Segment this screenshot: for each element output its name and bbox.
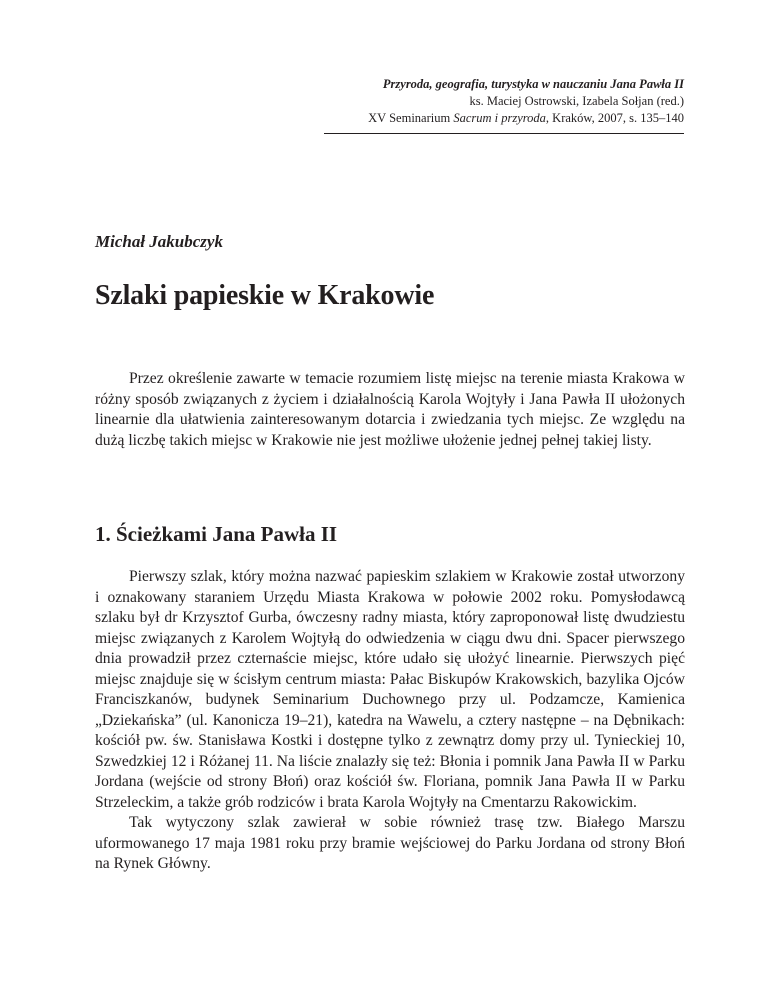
section-heading: 1. Ścieżkami Jana Pawła II bbox=[95, 522, 338, 546]
seminar-line bbox=[264, 110, 684, 127]
body-paragraph: Tak wytyczony szlak zawierał w sobie również trasę tzw. Białego Marszu uformowanego 17 maja 1981 roku przy bramie wejściowej do Parku Jordana od strony Błoń na Rynek Główny. bbox=[95, 814, 685, 872]
seminar-suffix: , Kraków, 2007, s. 135–140 bbox=[545, 111, 684, 125]
editors-line: ks. Maciej Ostrowski, Izabela Sołjan (red.) bbox=[469, 94, 684, 108]
section-body bbox=[95, 567, 685, 875]
author-name: Michał Jakubczyk bbox=[95, 232, 223, 251]
seminar-name: Sacrum i przyroda bbox=[453, 111, 546, 125]
running-header bbox=[264, 76, 684, 134]
series-title: Przyroda, geografia, turystyka w nauczaniu Jana Pawła II bbox=[382, 77, 684, 91]
body-paragraph: Pierwszy szlak, który można nazwać papieskim szlakiem w Krakowie został utworzony i oznakowany staraniem Urzędu Miasta Krakowa w połowie 2002 roku. Pomysłodawcą szlaku był dr Krzysztof Gurba, ówczesny radny miasta, który zaproponował listę dwudziestu miejsc związanych z Karolem Wojtyłą do odwiedzenia w ciągu dwu dni. Spacer pierwszego dnia prowadził przez czternaście miejsc, które udało się ułożyć linearnie. Pierwszych pięć miejsc znajduje się w ścisłym centrum miasta: Pałac Biskupów Krakowskich, bazylika Ojców Franciszkanów, budynek Seminarium Duchownego przy ul. Podzamcze, Kamienica „Dziekańska” (ul. Kanonicza 19–21), katedra na Wawelu, a cztery następne – na Dębnikach: kościół pw. św. Stanisława Kostki i dostępne tylko z zewnątrz domy przy ul. Tynieckiej 10, Szwedzkiej 12 i Różanej 11. Na liście znalazły się też: Błonia i pomnik Jana Pawła II w Parku Jordana (wejście od strony Błoń) oraz kościół św. Floriana, pomnik Jana Pawła II w Parku Strzeleckim, a także grób rodziców i brata Karola Wojtyły na Cmentarzu Rakowickim. bbox=[95, 568, 685, 811]
header-rule bbox=[324, 133, 684, 134]
article-title: Szlaki papieskie w Krakowie bbox=[95, 280, 435, 311]
intro-section bbox=[95, 369, 685, 451]
seminar-prefix: XV Seminarium bbox=[368, 111, 454, 125]
intro-paragraph: Przez określenie zawarte w temacie rozumiem listę miejsc na terenie miasta Krakowa w różny sposób związanych z życiem i działalnością Karola Wojtyły i Jana Pawła II ułożonych linearnie dla ułatwienia zainteresowanym dotarcia i zwiedzania tych miejsc. Ze względu na dużą liczbę takich miejsc w Krakowie nie jest możliwe ułożenie jednej pełnej takiej listy. bbox=[95, 370, 685, 449]
